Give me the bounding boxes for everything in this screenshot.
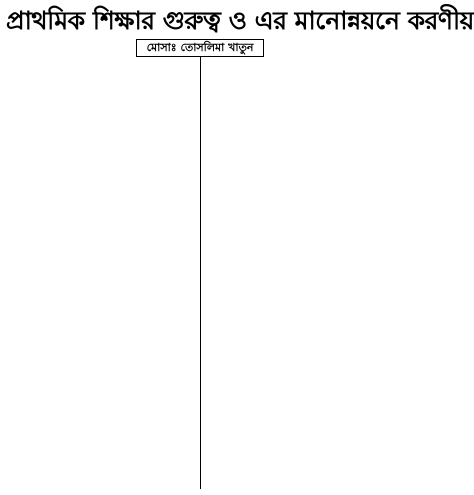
article-column-left [6,56,201,489]
article-column-right [201,56,395,489]
article-byline: মোসাঃ তোসলিমা খাতুন [136,39,265,57]
byline-row [6,39,394,57]
article-body [6,56,394,489]
article-headline: প্রাথমিক শিক্ষার গুরুত্ব ও এর মানোন্নয়নে করণীয় [6,6,474,35]
